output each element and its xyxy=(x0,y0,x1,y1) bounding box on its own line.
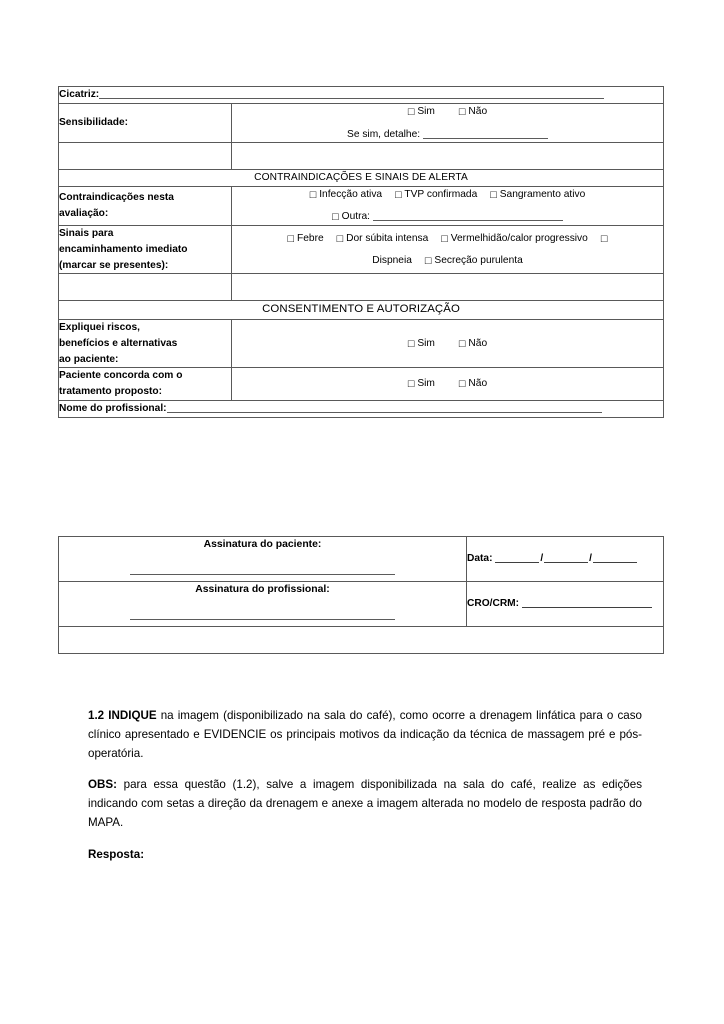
checkbox-icon[interactable]: □ xyxy=(336,232,344,245)
sinais-option-secrecao[interactable] xyxy=(425,255,523,266)
checkbox-icon[interactable]: □ xyxy=(395,189,402,202)
checkbox-icon[interactable]: □ xyxy=(407,378,415,391)
table-row-sinais xyxy=(59,225,664,273)
sensibilidade-label-cell xyxy=(59,103,232,143)
concorda-value-cell xyxy=(232,368,664,401)
sinais-options-line2 xyxy=(232,253,663,269)
sinais-options-line1 xyxy=(232,231,663,247)
sinais-label-line2: encaminhamento imediato xyxy=(59,243,188,255)
checkbox-icon[interactable]: □ xyxy=(458,337,466,350)
question-number: 1.2 INDIQUE xyxy=(88,709,157,722)
expliquei-value-cell xyxy=(232,319,664,367)
sinais-opt5-label: Secreção purulenta xyxy=(434,254,523,266)
sinais-opt4-label: Dispneia xyxy=(372,254,412,266)
concorda-label-line1: Paciente concorda com o xyxy=(59,370,183,382)
contraindicacoes-label-cell xyxy=(59,187,232,226)
concorda-option-nao[interactable] xyxy=(459,378,487,389)
table-row-section-consentimento xyxy=(59,301,664,320)
expliquei-label-cell xyxy=(59,319,232,367)
sinais-option-vermelhidao[interactable] xyxy=(441,233,588,244)
table-row-expliquei xyxy=(59,319,664,367)
cro-label: CRO/CRM: xyxy=(467,598,520,609)
assinatura-paciente-cell xyxy=(59,537,467,582)
sensibilidade-options-line xyxy=(232,104,663,120)
spacer-cell-left xyxy=(59,143,232,170)
contraindicacoes-option-sangramento[interactable] xyxy=(490,189,585,200)
spacer-cell-left xyxy=(59,274,232,301)
checkbox-icon[interactable]: □ xyxy=(332,211,339,224)
nome-profissional-fill-line[interactable] xyxy=(167,412,602,413)
cro-fill-line[interactable] xyxy=(522,607,652,608)
contraindicacoes-option-outra[interactable] xyxy=(332,211,370,222)
checkbox-icon[interactable]: □ xyxy=(407,105,415,118)
table-row-assinatura-paciente xyxy=(59,537,664,582)
table-row-section-contraindicacoes xyxy=(59,170,664,187)
question-1-2-paragraph xyxy=(88,707,642,763)
contraindicacoes-opt3-label: Sangramento ativo xyxy=(499,189,586,201)
date-separator: / xyxy=(589,553,593,565)
assinatura-profissional-line[interactable] xyxy=(130,618,395,620)
cro-cell xyxy=(467,581,664,626)
sinais-opt1-label: Febre xyxy=(297,232,324,244)
contraindicacoes-label-line2: avaliação: xyxy=(59,208,109,220)
cicatriz-fill-line[interactable] xyxy=(99,98,604,99)
data-cell xyxy=(467,537,664,582)
nome-profissional-cell xyxy=(59,401,664,418)
contraindicacoes-opt1-label: Infecção ativa xyxy=(319,189,383,201)
sinais-label-line1: Sinais para xyxy=(59,227,114,239)
sinais-option-febre[interactable] xyxy=(288,233,324,244)
expliquei-label-line3: ao paciente: xyxy=(59,353,119,365)
obs-label: OBS: xyxy=(88,778,117,792)
expliquei-option-sim[interactable] xyxy=(408,338,435,349)
checkbox-icon[interactable]: □ xyxy=(287,232,295,245)
contraindicacoes-value-cell xyxy=(232,187,664,226)
clinical-form-table xyxy=(58,86,664,418)
concorda-label-line2: tratamento proposto: xyxy=(59,386,163,398)
table-row-nome-profissional xyxy=(59,401,664,418)
sensibilidade-option-nao[interactable] xyxy=(459,106,487,117)
sensibilidade-nao-label: Não xyxy=(468,105,488,117)
obs-body: para essa questão (1.2), salve a imagem disponibilizada na sala do café, realize as edições indicando com setas a direção da drenagem e anexe a imagem alterada no modelo de resposta padrão do MAPA. xyxy=(88,778,642,829)
nome-profissional-label: Nome do profissional: xyxy=(59,403,167,415)
checkbox-icon[interactable]: □ xyxy=(309,189,317,202)
checkbox-icon[interactable]: □ xyxy=(458,378,466,391)
concorda-option-sim[interactable] xyxy=(408,378,435,389)
assinatura-paciente-line[interactable] xyxy=(130,573,395,575)
sensibilidade-label: Sensibilidade: xyxy=(59,117,129,129)
concorda-label-cell xyxy=(59,368,232,401)
sensibilidade-sim-label: Sim xyxy=(417,105,435,117)
contraindicacoes-option-tvp[interactable] xyxy=(395,189,477,200)
contraindicacoes-opt4-label: Outra: xyxy=(341,211,370,223)
concorda-nao-label: Não xyxy=(468,378,488,390)
contraindicacoes-option-infeccao[interactable] xyxy=(310,189,382,200)
data-day-fill-line[interactable] xyxy=(495,562,539,563)
expliquei-label-line1: Expliquei riscos, xyxy=(59,321,140,333)
expliquei-label-line2: benefícios e alternativas xyxy=(59,337,178,349)
resposta-label: Resposta: xyxy=(88,847,145,861)
table-row-cicatriz xyxy=(59,87,664,104)
table-row-spacer-1 xyxy=(59,143,664,170)
concorda-sim-label: Sim xyxy=(417,378,435,390)
expliquei-nao-label: Não xyxy=(468,337,488,349)
contraindicacoes-options-line1 xyxy=(232,187,663,203)
table-row-spacer-2 xyxy=(59,274,664,301)
table-row-concorda xyxy=(59,368,664,401)
checkbox-icon[interactable]: □ xyxy=(424,254,432,267)
table-row-assinatura-profissional xyxy=(59,581,664,626)
section-header-contraindicacoes: CONTRAINDICAÇÕES E SINAIS DE ALERTA xyxy=(59,170,664,187)
assinatura-profissional-cell xyxy=(59,581,467,626)
sensibilidade-value-cell xyxy=(232,103,664,143)
sinais-opt3-label: Vermelhidão/calor progressivo xyxy=(450,232,588,244)
spacer-cell-right xyxy=(232,274,664,301)
checkbox-icon[interactable]: □ xyxy=(407,337,415,350)
sinais-value-cell xyxy=(232,225,664,273)
sinais-opt2-label: Dor súbita intensa xyxy=(346,232,429,244)
spacer-cell-right xyxy=(232,143,664,170)
sensibilidade-detalhe-fill-line[interactable] xyxy=(423,138,548,139)
obs-paragraph xyxy=(88,776,642,832)
expliquei-sim-label: Sim xyxy=(417,337,435,349)
question-text-block xyxy=(88,707,642,864)
expliquei-option-nao[interactable] xyxy=(459,338,487,349)
sensibilidade-detalhe-line xyxy=(232,127,663,143)
spacer-cell-bottom xyxy=(59,626,664,653)
checkbox-icon[interactable]: □ xyxy=(458,105,466,118)
question-body: na imagem (disponibilizado na sala do café), como ocorre a drenagem linfática para o caso clínico apresentado e EVIDENCIE os principais motivos da indicação da técnica de massagem pré e pós-operatória. xyxy=(88,709,642,760)
sinais-option-dor[interactable] xyxy=(337,233,429,244)
assinatura-profissional-label: Assinatura do profissional: xyxy=(195,583,330,595)
sinais-label-line3: (marcar se presentes): xyxy=(59,259,169,271)
checkbox-icon[interactable]: □ xyxy=(600,232,608,245)
data-year-fill-line[interactable] xyxy=(593,562,637,563)
checkbox-icon[interactable]: □ xyxy=(441,232,448,245)
contraindicacoes-options-line2 xyxy=(232,209,663,225)
section-header-consentimento: CONSENTIMENTO E AUTORIZAÇÃO xyxy=(59,301,664,320)
sensibilidade-detalhe-label: Se sim, detalhe: xyxy=(347,128,421,140)
data-label: Data: xyxy=(467,553,493,565)
signature-table xyxy=(58,536,664,654)
table-row-spacer-3 xyxy=(59,626,664,653)
checkbox-icon[interactable]: □ xyxy=(490,189,497,202)
assinatura-paciente-label: Assinatura do paciente: xyxy=(203,539,322,550)
contraindicacoes-opt2-label: TVP confirmada xyxy=(404,189,478,201)
contraindicacoes-label-line1: Contraindicações nesta xyxy=(59,192,174,204)
table-row-contraindicacoes xyxy=(59,187,664,226)
cicatriz-label: Cicatriz: xyxy=(59,89,100,100)
sensibilidade-option-sim[interactable] xyxy=(408,106,435,117)
table-row-sensibilidade xyxy=(59,103,664,143)
sinais-label-cell xyxy=(59,225,232,273)
contraindicacoes-outra-fill-line[interactable] xyxy=(373,220,563,221)
data-month-fill-line[interactable] xyxy=(544,562,588,563)
cicatriz-cell xyxy=(59,87,664,104)
date-separator: / xyxy=(540,553,544,565)
